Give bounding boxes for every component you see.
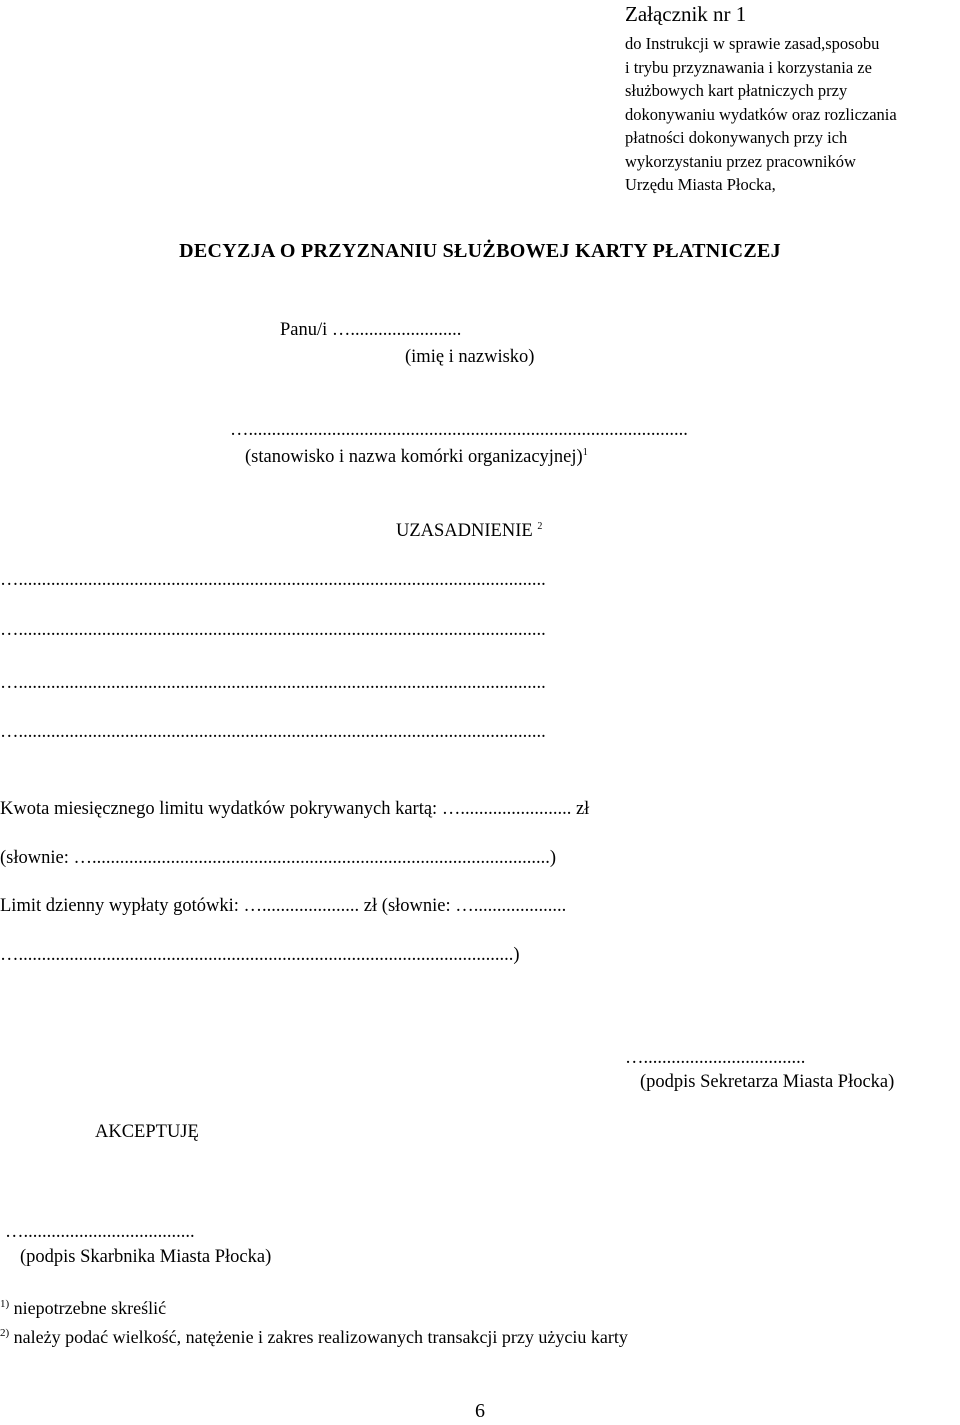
decision-title: DECYZJA O PRZYZNANIU SŁUŻBOWEJ KARTY PŁATNICZEJ <box>179 240 781 262</box>
recipient-field: Panu/i …........................ <box>280 320 462 340</box>
annex-line: służbowych kart płatniczych przy <box>625 81 848 100</box>
position-caption-text: (stanowisko i nazwa komórki organizacyjnej) <box>245 447 583 467</box>
justification-heading <box>396 521 542 542</box>
footnote-ref-2: 2 <box>537 521 543 532</box>
footnote-1 <box>0 1298 166 1319</box>
secretary-signature-line: …................................... <box>625 1048 806 1068</box>
annex-line: do Instrukcji w sprawie zasad,sposobu <box>625 34 880 53</box>
justification-line: ….................................................................................................................. <box>0 722 546 742</box>
treasurer-signature-caption: (podpis Skarbnika Miasta Płocka) <box>20 1247 272 1267</box>
annex-line: i trybu przyznawania i korzystania ze <box>625 57 872 77</box>
position-caption <box>245 447 588 468</box>
page-number: 6 <box>475 1400 485 1422</box>
monthly-limit-words: (słownie: …...................................................................................................) <box>0 848 557 868</box>
annex-title: Załącznik nr 1 <box>625 2 747 26</box>
secretary-signature-caption: (podpis Sekretarza Miasta Płocka) <box>640 1072 895 1092</box>
annex-line: wykorzystaniu przez pracowników <box>625 151 856 171</box>
daily-cash-limit: Limit dzienny wypłaty gotówki: …..................... zł (słownie: ….................... <box>0 896 567 916</box>
footnote-mark: 2) <box>0 1327 10 1339</box>
annex-line: Urzędu Miasta Płocka, <box>625 175 776 194</box>
justification-line: ….................................................................................................................. <box>0 673 546 693</box>
annex-line: płatności dokonywanych przy ich <box>625 128 848 147</box>
footnote-ref-1: 1 <box>582 447 588 458</box>
treasurer-signature-line: …..................................... <box>5 1222 195 1242</box>
justification-line: ….................................................................................................................. <box>0 620 546 640</box>
monthly-limit: Kwota miesięcznego limitu wydatków pokrywanych kartą: …........................ zł <box>0 799 590 819</box>
annex-reference <box>625 32 897 197</box>
position-field: …............................................................................................... <box>230 420 688 440</box>
justification-line: ….................................................................................................................. <box>0 570 546 590</box>
footnote-text: niepotrzebne skreślić <box>13 1298 167 1318</box>
justification-label: UZASADNIENIE <box>396 521 533 541</box>
footnote-mark: 1) <box>0 1298 10 1310</box>
footnote-2 <box>0 1327 628 1348</box>
footnote-text: należy podać wielkość, natężenie i zakres realizowanych transakcji przy użyciu karty <box>13 1327 628 1347</box>
daily-cash-limit-words: …...........................................................................................................) <box>0 945 520 965</box>
recipient-caption: (imię i nazwisko) <box>405 347 535 367</box>
accept-label: AKCEPTUJĘ <box>95 1122 199 1142</box>
annex-line: dokonywaniu wydatków oraz rozliczania <box>625 104 897 124</box>
